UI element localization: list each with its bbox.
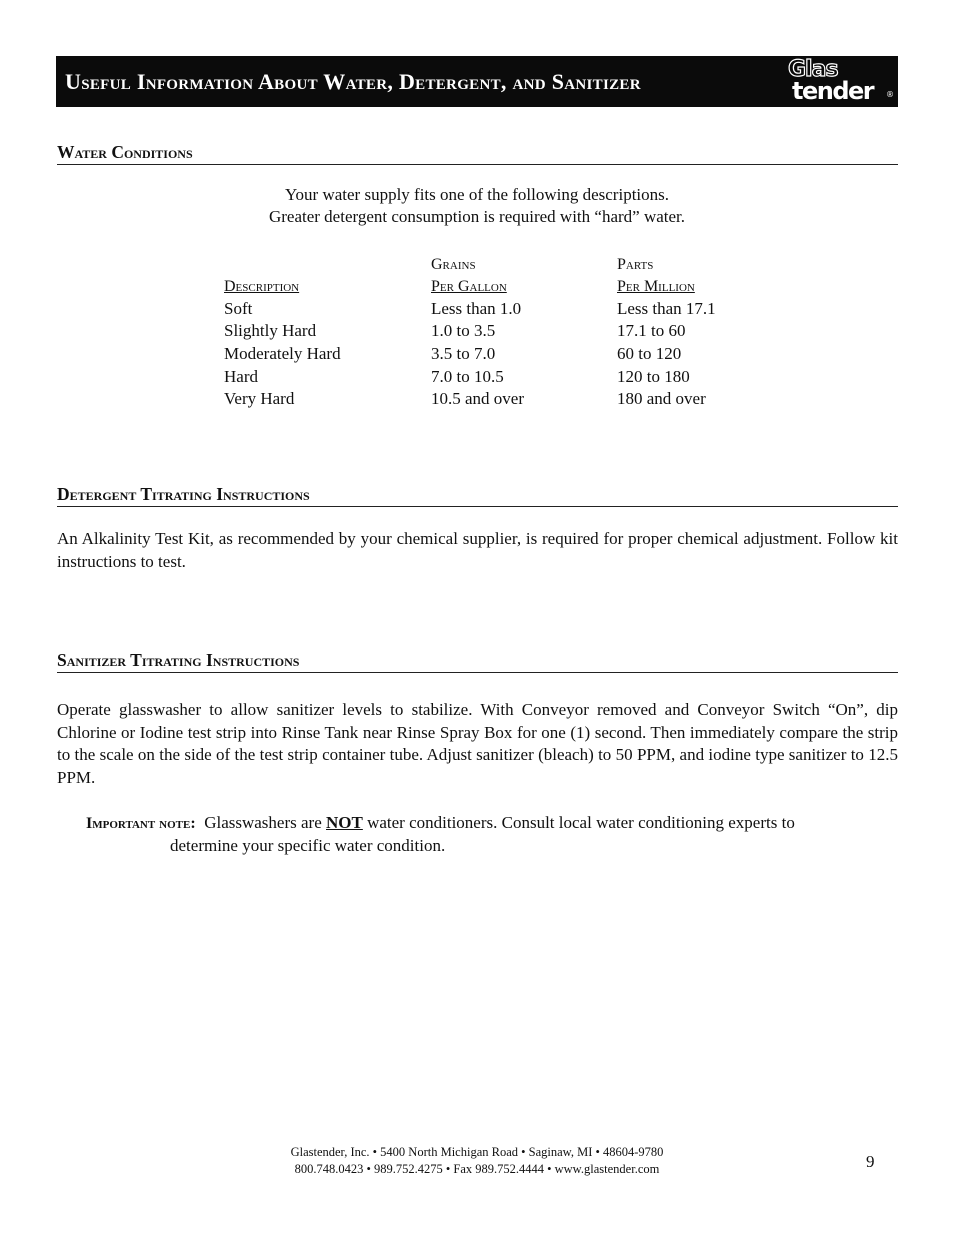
footer [0, 1144, 954, 1178]
cell-grains: 3.5 to 7.0 [431, 343, 496, 363]
water-intro [0, 184, 954, 228]
table-row [224, 296, 757, 319]
page-number: 9 [866, 1152, 875, 1171]
table-row [224, 364, 757, 387]
important-note-label: Important note: [86, 815, 196, 832]
water-intro-line-1: Your water supply fits one of the following descriptions. [284, 185, 670, 204]
important-note-text-after: water conditioners. Consult local water conditioning experts to [367, 813, 795, 832]
table-row [224, 319, 757, 342]
table-row [224, 387, 757, 410]
important-note-emphasis: NOT [326, 813, 363, 832]
cell-ppm: 17.1 to 60 [617, 321, 686, 341]
logo-text-bottom: tender [792, 77, 874, 105]
section-heading-water-conditions: Water Conditions [57, 142, 898, 165]
cell-ppm: 180 and over [617, 389, 706, 409]
footer-contact: 800.748.0423 • 989.752.4275 • Fax 989.752.4444 • www.glastender.com [294, 1162, 660, 1176]
water-hardness-table [224, 251, 757, 409]
detergent-paragraph: An Alkalinity Test Kit, as recommended by your chemical supplier, is required for proper chemical adjustment. Follow kit instructions to test. [57, 529, 898, 571]
header-description: Description [224, 278, 300, 296]
cell-description: Moderately Hard [224, 343, 341, 363]
cell-description: Hard [224, 366, 258, 386]
sanitizer-paragraph: Operate glasswasher to allow sanitizer levels to stabilize. With Conveyor removed and Conveyor Switch “On”, dip Chlorine or Iodine test strip into Rinse Tank near Rinse Spray Box for one (1) second. Then immediately compare the strip to the scale on the side of the test strip container tube. Adjust sanitizer (bleach) to 50 PPM, and iodine type sanitizer to 12.5 PPM. [57, 700, 898, 787]
table-header-row-top [224, 251, 757, 274]
logo-text-top: Glas [788, 57, 838, 82]
section-heading-detergent: Detergent Titrating Instructions [57, 484, 898, 507]
cell-grains: 10.5 and over [431, 389, 525, 409]
header-grains-bottom: Per Gallon [431, 278, 507, 296]
important-note-text-before: Glasswashers are [204, 813, 322, 832]
cell-ppm: Less than 17.1 [617, 298, 716, 318]
important-note [86, 812, 892, 857]
header-grains-top: Grains [431, 255, 476, 273]
cell-description: Very Hard [224, 389, 295, 409]
page-title: Useful Information About Water, Detergent, and Sanitizer [65, 69, 641, 94]
cell-ppm: 120 to 180 [617, 366, 690, 386]
header-parts-bottom: Per Million [617, 278, 695, 296]
header-parts-top: Parts [617, 255, 654, 273]
registered-mark: ® [886, 90, 894, 99]
cell-grains: Less than 1.0 [431, 298, 522, 318]
cell-ppm: 60 to 120 [617, 343, 682, 363]
cell-description: Slightly Hard [224, 321, 317, 341]
table-header-row [224, 274, 757, 297]
table-row [224, 341, 757, 364]
section-heading-sanitizer: Sanitizer Titrating Instructions [57, 650, 898, 673]
important-note-line-2: determine your specific water condition. [170, 836, 446, 855]
water-intro-line-2: Greater detergent consumption is required with “hard” water. [268, 207, 686, 226]
glastender-logo [778, 58, 894, 105]
cell-grains: 7.0 to 10.5 [431, 366, 504, 386]
header-banner [56, 56, 898, 107]
footer-address: Glastender, Inc. • 5400 North Michigan Road • Saginaw, MI • 48604-9780 [290, 1145, 664, 1159]
cell-grains: 1.0 to 3.5 [431, 321, 496, 341]
cell-description: Soft [224, 298, 253, 318]
